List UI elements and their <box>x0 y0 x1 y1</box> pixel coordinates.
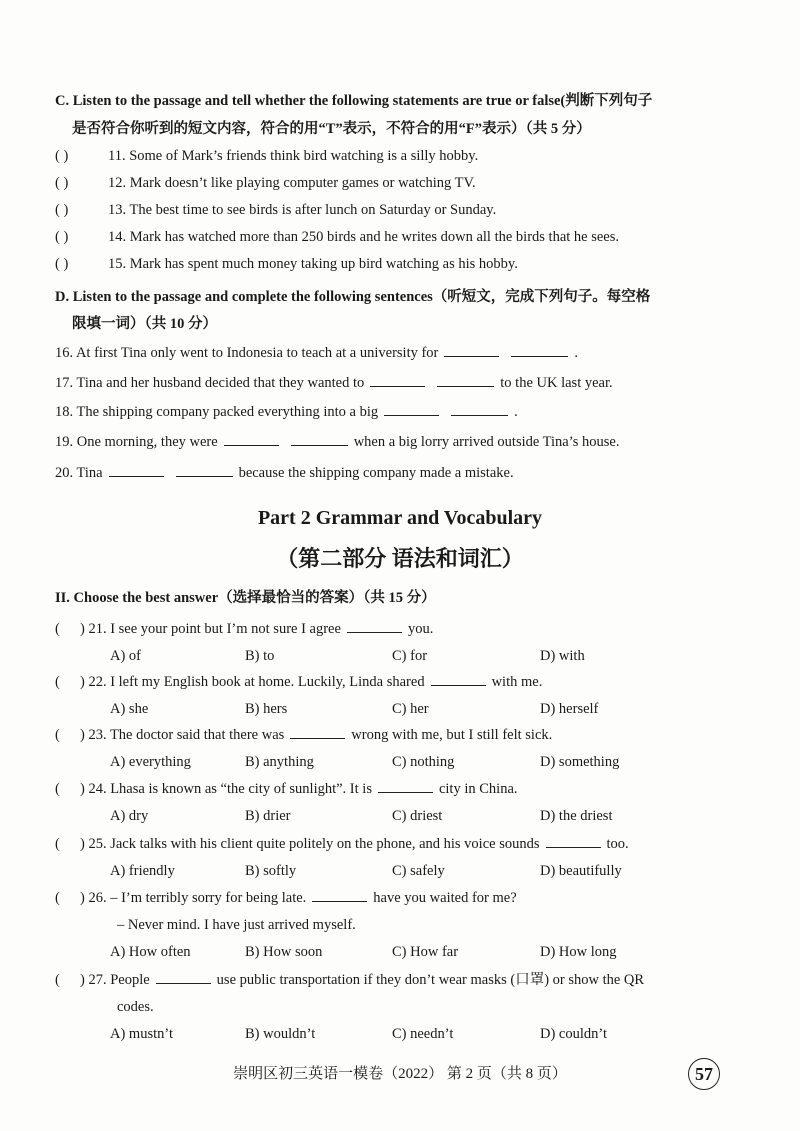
sentence-after: . <box>574 345 579 361</box>
statement-text: 12. Mark doesn’t like playing computer games or watching TV. <box>108 175 476 191</box>
page-number-badge: 57 <box>688 1058 720 1090</box>
sentence-after: . <box>514 404 518 420</box>
question-stem <box>55 672 542 692</box>
answer-parentheses-open: ( <box>55 621 60 637</box>
answer-option: C) her <box>392 701 429 717</box>
sentence-before: 19. One morning, they were <box>55 434 218 450</box>
answer-blank <box>176 464 233 477</box>
question-text-after: wrong with me, but I still felt sick. <box>351 727 553 743</box>
part2-title: Part 2 Grammar and Vocabulary <box>257 507 543 529</box>
answer-blank <box>451 403 508 416</box>
answer-blank <box>109 464 164 477</box>
fill-in-sentence <box>55 343 578 363</box>
answer-blank <box>511 344 568 357</box>
question-text-after: city in China. <box>438 781 518 797</box>
question-text: ) 23. The doctor said that there was <box>80 727 285 743</box>
answer-blank <box>444 344 499 357</box>
sentence-after: when a big lorry arrived outside Tina’s house. <box>353 434 620 450</box>
answer-option: A) How often <box>110 944 191 960</box>
section-c-heading-line1: C. Listen to the passage and tell whether the following statements are true or false(判断下列句子 <box>55 93 653 109</box>
section-ii-heading: II. Choose the best answer（选择最恰当的答案）（共 15 分） <box>55 590 436 606</box>
answer-parentheses: ( ) <box>55 202 69 218</box>
question-text: ) 26. – I’m terribly sorry for being late. <box>80 890 307 906</box>
answer-blank <box>546 835 601 848</box>
answer-option: B) hers <box>245 701 288 717</box>
statement-text: 11. Some of Mark’s friends think bird watching is a silly hobby. <box>108 148 479 164</box>
answer-option: B) wouldn’t <box>245 1026 316 1042</box>
answer-option: C) for <box>392 648 428 664</box>
answer-option: D) something <box>540 754 620 770</box>
question-text: ) 24. Lhasa is known as “the city of sunlight”. It is <box>80 781 372 797</box>
answer-blank <box>384 403 439 416</box>
answer-blank <box>312 889 367 902</box>
fill-in-sentence <box>55 402 518 422</box>
sentence-after: because the shipping company made a mistake. <box>238 465 514 481</box>
question-text-after: you. <box>407 621 434 637</box>
question-stem <box>55 779 518 799</box>
question-stem <box>55 619 433 639</box>
statement-text: 15. Mark has spent much money taking up bird watching as his hobby. <box>108 256 518 272</box>
answer-blank <box>437 374 494 387</box>
answer-option: C) How far <box>392 944 459 960</box>
tf-statement <box>55 254 518 274</box>
sentence-before: 17. Tina and her husband decided that they wanted to <box>55 375 365 391</box>
question-text-after: have you waited for me? <box>373 890 517 906</box>
answer-blank <box>290 726 345 739</box>
statement-text: 14. Mark has watched more than 250 birds and he writes down all the birds that he sees. <box>108 229 619 245</box>
section-d-heading-line2: 限填一词）（共 10 分） <box>72 316 217 332</box>
question-stem <box>55 888 517 908</box>
answer-blank <box>431 673 486 686</box>
answer-blank <box>224 433 279 446</box>
tf-statement <box>55 146 478 166</box>
answer-blank <box>291 433 348 446</box>
answer-parentheses: ( ) <box>55 148 69 164</box>
question-continuation: codes. <box>117 999 154 1015</box>
question-text: ) 21. I see your point but I’m not sure I agree <box>80 621 341 637</box>
sentence-before: 20. Tina <box>55 465 103 481</box>
section-d-heading-line1: D. Listen to the passage and complete the following sentences（听短文，完成下列句子。每空格 <box>55 289 651 305</box>
answer-parentheses: ( ) <box>55 229 69 245</box>
statement-text: 13. The best time to see birds is after lunch on Saturday or Sunday. <box>108 202 497 218</box>
tf-statement <box>55 227 619 247</box>
question-text-after: with me. <box>491 674 543 690</box>
sentence-after: to the UK last year. <box>500 375 613 391</box>
answer-option: B) anything <box>245 754 314 770</box>
question-text-after: too. <box>606 836 629 852</box>
fill-in-sentence <box>55 373 613 393</box>
question-text-after: use public transportation if they don’t wear masks (口罩) or show the QR <box>216 972 645 988</box>
answer-parentheses-open: ( <box>55 890 60 906</box>
answer-option: D) with <box>540 648 585 664</box>
part2-subtitle: （第二部分 语法和词汇） <box>276 546 524 571</box>
page-footer: 崇明区初三英语一模卷（2022） 第 2 页（共 8 页） <box>233 1066 567 1082</box>
answer-option: B) How soon <box>245 944 323 960</box>
answer-option: A) everything <box>110 754 191 770</box>
sentence-before: 16. At first Tina only went to Indonesia to teach at a university for <box>55 345 439 361</box>
question-text: ) 22. I left my English book at home. Luckily, Linda shared <box>80 674 425 690</box>
answer-option: A) mustn’t <box>110 1026 173 1042</box>
answer-option: A) dry <box>110 808 149 824</box>
answer-option: D) the driest <box>540 808 613 824</box>
answer-blank <box>370 374 425 387</box>
question-text: ) 25. Jack talks with his client quite politely on the phone, and his voice sounds <box>80 836 540 852</box>
tf-statement <box>55 200 496 220</box>
answer-option: A) of <box>110 648 142 664</box>
answer-parentheses-open: ( <box>55 674 60 690</box>
question-continuation: – Never mind. I have just arrived myself. <box>117 917 356 933</box>
answer-option: D) beautifully <box>540 863 622 879</box>
answer-blank <box>347 620 402 633</box>
answer-parentheses: ( ) <box>55 175 69 191</box>
answer-option: B) softly <box>245 863 297 879</box>
answer-parentheses-open: ( <box>55 781 60 797</box>
answer-option: A) she <box>110 701 149 717</box>
question-stem <box>55 970 644 990</box>
fill-in-sentence <box>55 432 620 452</box>
answer-parentheses-open: ( <box>55 727 60 743</box>
answer-blank <box>156 971 211 984</box>
answer-option: B) drier <box>245 808 291 824</box>
fill-in-sentence <box>55 463 514 483</box>
answer-option: C) safely <box>392 863 445 879</box>
answer-parentheses-open: ( <box>55 836 60 852</box>
answer-option: D) How long <box>540 944 617 960</box>
section-c-heading-line2: 是否符合你听到的短文内容，符合的用“T”表示，不符合的用“F”表示）（共 5 分） <box>72 121 591 137</box>
question-text: ) 27. People <box>80 972 150 988</box>
answer-option: C) nothing <box>392 754 455 770</box>
answer-blank <box>378 780 433 793</box>
answer-option: D) herself <box>540 701 599 717</box>
answer-option: B) to <box>245 648 275 664</box>
answer-option: D) couldn’t <box>540 1026 607 1042</box>
question-stem <box>55 834 629 854</box>
tf-statement <box>55 173 476 193</box>
answer-parentheses: ( ) <box>55 256 69 272</box>
answer-option: A) friendly <box>110 863 175 879</box>
answer-option: C) needn’t <box>392 1026 454 1042</box>
question-stem <box>55 725 552 745</box>
sentence-before: 18. The shipping company packed everything into a big <box>55 404 379 420</box>
answer-parentheses-open: ( <box>55 972 60 988</box>
answer-option: C) driest <box>392 808 443 824</box>
